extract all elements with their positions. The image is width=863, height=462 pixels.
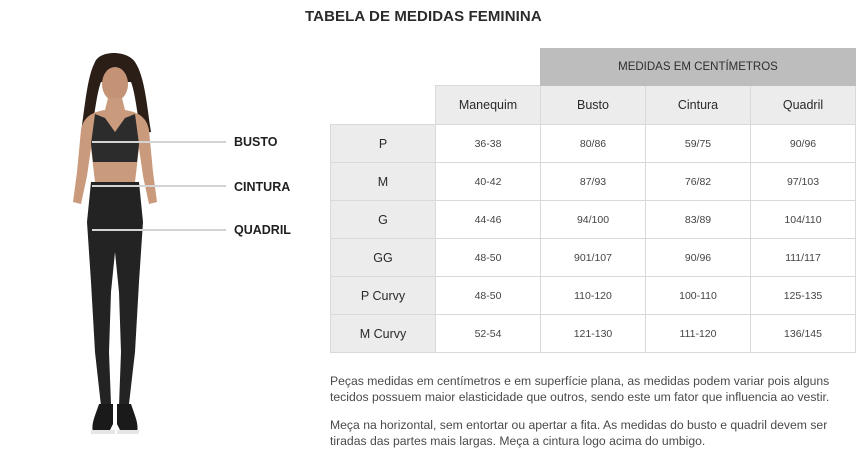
cell-quadril: 136/145 [751,315,856,353]
row-size: M Curvy [331,315,436,353]
cell-cintura: 90/96 [646,239,751,277]
cell-quadril: 125-135 [751,277,856,315]
busto-label: BUSTO [234,135,278,149]
cintura-label: CINTURA [234,180,291,194]
cell-quadril: 97/103 [751,163,856,201]
row-size: P Curvy [331,277,436,315]
page-title: TABELA DE MEDIDAS FEMININA [305,8,542,25]
model-shoe-right [117,404,138,432]
quadril-label: QUADRIL [234,223,291,237]
busto-marker-line [92,141,226,143]
model-figure-image [55,52,175,452]
cell-manequim: 44-46 [436,201,541,239]
cell-manequim: 48-50 [436,239,541,277]
cell-busto: 901/107 [541,239,646,277]
column-header-busto: Busto [541,86,646,125]
group-header: MEDIDAS EM CENTÍMETROS [541,49,856,86]
table-row [331,277,856,315]
cell-cintura: 100-110 [646,277,751,315]
model-face [102,67,128,101]
table-row [331,125,856,163]
cell-cintura: 76/82 [646,163,751,201]
size-table [330,48,856,353]
model-shoe-left [92,404,113,432]
column-header-cintura: Cintura [646,86,751,125]
cell-quadril: 104/110 [751,201,856,239]
cell-manequim: 48-50 [436,277,541,315]
cell-cintura: 111-120 [646,315,751,353]
table-row [331,201,856,239]
note-paragraph-1: Peças medidas em centímetros e em superfície plana, as medidas podem variar pois alguns tecidos possuem maior elasticidade que outros, sendo este um fator que influencia ao vestir. [330,374,830,404]
table-row [331,239,856,277]
note-paragraph-2: Meça na horizontal, sem entortar ou apertar a fita. As medidas do busto e quadril devem ser tiradas das partes mais largas. Meça a cintura logo acima do umbigo. [330,418,828,448]
row-size: P [331,125,436,163]
cell-manequim: 36-38 [436,125,541,163]
cell-busto: 121-130 [541,315,646,353]
cell-cintura: 83/89 [646,201,751,239]
quadril-marker-line [92,229,226,231]
row-size: GG [331,239,436,277]
cell-quadril: 90/96 [751,125,856,163]
column-header-manequim: Manequim [436,86,541,125]
cell-manequim: 52-54 [436,315,541,353]
table-row [331,315,856,353]
table-row [331,163,856,201]
cell-busto: 87/93 [541,163,646,201]
measurement-notes [330,374,858,462]
cintura-marker-line [92,185,226,187]
row-size: G [331,201,436,239]
cell-busto: 80/86 [541,125,646,163]
row-size: M [331,163,436,201]
column-header-quadril: Quadril [751,86,856,125]
cell-cintura: 59/75 [646,125,751,163]
model-leggings [87,182,143,406]
cell-manequim: 40-42 [436,163,541,201]
cell-quadril: 111/117 [751,239,856,277]
cell-busto: 94/100 [541,201,646,239]
cell-busto: 110-120 [541,277,646,315]
